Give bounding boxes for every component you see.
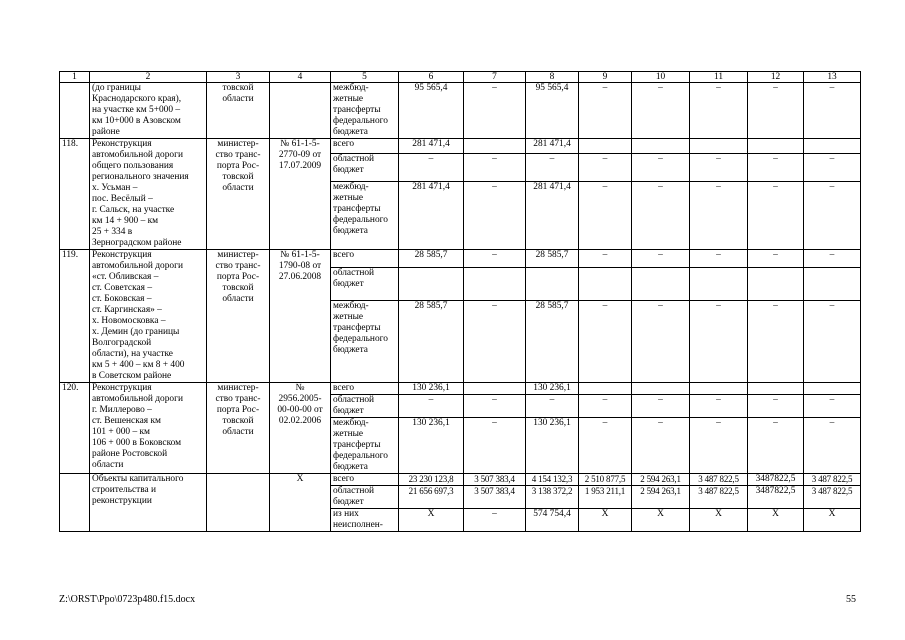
amount-cell: 2 594 263,1 bbox=[632, 486, 690, 509]
table-row bbox=[60, 383, 861, 395]
amount-cell: 3 507 383,4 bbox=[464, 486, 526, 509]
amount-cell bbox=[690, 383, 748, 395]
amount-cell: – bbox=[748, 250, 804, 268]
amount-cell bbox=[748, 139, 804, 154]
amount-cell: – bbox=[632, 301, 690, 383]
amount-cell: 130 236,1 bbox=[526, 383, 579, 395]
column-number: 2 bbox=[90, 72, 207, 83]
amount-cell: – bbox=[748, 181, 804, 249]
object-name: Реконструкция автомобильной дороги г. Миллерово – ст. Вешенская км 101 + 000 – км 106 + 000 в Боковском районе Ростовской области bbox=[90, 383, 207, 474]
amount-cell: 3 507 383,4 bbox=[464, 474, 526, 486]
row-number: 119. bbox=[60, 250, 90, 383]
amount-cell: 281 471,4 bbox=[526, 181, 579, 249]
funding-source: межбюд- жетные трансферты федерального бюджета bbox=[331, 83, 399, 139]
amount-cell: 28 585,7 bbox=[526, 301, 579, 383]
amount-cell bbox=[579, 383, 632, 395]
amount-cell: 3487822,5 bbox=[748, 474, 804, 486]
agency: министер- ство транс- порта Рос- товской области bbox=[207, 250, 270, 383]
amount-cell: – bbox=[399, 153, 464, 181]
amount-cell bbox=[804, 267, 861, 301]
amount-cell: 3 487 822,5 bbox=[690, 486, 748, 509]
amount-cell: – bbox=[804, 181, 861, 249]
amount-cell: – bbox=[748, 301, 804, 383]
amount-cell: Х bbox=[579, 509, 632, 532]
amount-cell: 23 230 123,8 bbox=[399, 474, 464, 486]
amount-cell: 281 471,4 bbox=[526, 139, 579, 154]
amount-cell: 130 236,1 bbox=[399, 383, 464, 395]
amount-cell: – bbox=[748, 418, 804, 474]
funding-source: из них неисполнен- bbox=[331, 509, 399, 532]
amount-cell: – bbox=[579, 301, 632, 383]
amount-cell: 28 585,7 bbox=[399, 301, 464, 383]
amount-cell: – bbox=[748, 153, 804, 181]
object-name: Объекты капитального строительства и реконструкции bbox=[90, 474, 207, 532]
funding-source: областной бюджет bbox=[331, 153, 399, 181]
amount-cell: – bbox=[526, 395, 579, 418]
column-number-row bbox=[60, 72, 861, 83]
amount-cell: – bbox=[690, 181, 748, 249]
funding-source: областной бюджет bbox=[331, 486, 399, 509]
agency: товской области bbox=[207, 83, 270, 139]
funding-source: всего bbox=[331, 474, 399, 486]
funding-source: областной бюджет bbox=[331, 267, 399, 301]
amount-cell bbox=[464, 267, 526, 301]
amount-cell: – bbox=[464, 395, 526, 418]
amount-cell: – bbox=[690, 250, 748, 268]
amount-cell bbox=[464, 139, 526, 154]
document-ref bbox=[270, 83, 331, 139]
amount-cell: – bbox=[748, 395, 804, 418]
amount-cell bbox=[748, 383, 804, 395]
agency: министер- ство транс- порта Рос- товской области bbox=[207, 383, 270, 474]
amount-cell: 281 471,4 bbox=[399, 181, 464, 249]
amount-cell: – bbox=[804, 83, 861, 139]
amount-cell: – bbox=[690, 83, 748, 139]
amount-cell: – bbox=[804, 250, 861, 268]
document-ref: Х bbox=[270, 474, 331, 532]
funding-source: областной бюджет bbox=[331, 395, 399, 418]
table-row bbox=[60, 250, 861, 268]
amount-cell: – bbox=[579, 418, 632, 474]
funding-source: межбюд- жетные трансферты федерального бюджета bbox=[331, 181, 399, 249]
amount-cell: 3487822,5 bbox=[748, 486, 804, 509]
footer-page-number: 55 bbox=[846, 594, 856, 605]
column-number: 8 bbox=[526, 72, 579, 83]
amount-cell: 3 487 822,5 bbox=[804, 486, 861, 509]
amount-cell: – bbox=[748, 83, 804, 139]
document-ref: № 2956.2005- 00-00-00 от 02.02.2006 bbox=[270, 383, 331, 474]
column-number: 5 bbox=[331, 72, 399, 83]
amount-cell: – bbox=[804, 153, 861, 181]
amount-cell: 3 487 822,5 bbox=[804, 474, 861, 486]
amount-cell bbox=[579, 267, 632, 301]
amount-cell: – bbox=[690, 301, 748, 383]
amount-cell bbox=[399, 267, 464, 301]
column-number: 10 bbox=[632, 72, 690, 83]
column-number: 9 bbox=[579, 72, 632, 83]
amount-cell: – bbox=[579, 181, 632, 249]
amount-cell bbox=[804, 383, 861, 395]
amount-cell: – bbox=[464, 181, 526, 249]
amount-cell bbox=[748, 267, 804, 301]
amount-cell: – bbox=[464, 83, 526, 139]
table-row bbox=[60, 83, 861, 139]
amount-cell: – bbox=[579, 250, 632, 268]
amount-cell: – bbox=[464, 153, 526, 181]
amount-cell: – bbox=[464, 418, 526, 474]
amount-cell: 4 154 132,3 bbox=[526, 474, 579, 486]
column-number: 11 bbox=[690, 72, 748, 83]
table-row bbox=[60, 474, 861, 486]
amount-cell: Х bbox=[748, 509, 804, 532]
object-name: Реконструкция автомобильной дороги «ст. Обливская – ст. Советская – ст. Боковская – ст. Каргинская» – х. Новомосковка – х. Демин (до границы Волгоградской области), на участке км 5 + 400 – км 8 + 400 в Советском районе bbox=[90, 250, 207, 383]
amount-cell: – bbox=[632, 83, 690, 139]
amount-cell: 95 565,4 bbox=[399, 83, 464, 139]
amount-cell bbox=[579, 139, 632, 154]
funding-source: всего bbox=[331, 139, 399, 154]
amount-cell: 281 471,4 bbox=[399, 139, 464, 154]
amount-cell: 2 594 263,1 bbox=[632, 474, 690, 486]
amount-cell: – bbox=[579, 83, 632, 139]
amount-cell: 95 565,4 bbox=[526, 83, 579, 139]
object-name: (до границы Краснодарского края), на участке км 5+000 – км 10+000 в Азовском районе bbox=[90, 83, 207, 139]
funding-source: межбюд- жетные трансферты федерального бюджета bbox=[331, 418, 399, 474]
amount-cell: – bbox=[632, 250, 690, 268]
footer-file-path: Z:\ORST\Ppo\0723p480.f15.docx bbox=[59, 594, 196, 605]
amount-cell: 130 236,1 bbox=[526, 418, 579, 474]
amount-cell: – bbox=[632, 153, 690, 181]
table-row bbox=[60, 139, 861, 154]
document-ref: № 61-1-5- 2770-09 от 17.07.2009 bbox=[270, 139, 331, 250]
amount-cell: 28 585,7 bbox=[399, 250, 464, 268]
document-ref: № 61-1-5- 1790-08 от 27.06.2008 bbox=[270, 250, 331, 383]
amount-cell: Х bbox=[804, 509, 861, 532]
amount-cell: Х bbox=[399, 509, 464, 532]
amount-cell: – bbox=[579, 153, 632, 181]
row-number bbox=[60, 83, 90, 139]
amount-cell bbox=[632, 139, 690, 154]
amount-cell: – bbox=[526, 153, 579, 181]
amount-cell: – bbox=[804, 395, 861, 418]
amount-cell: – bbox=[632, 181, 690, 249]
amount-cell: 3 487 822,5 bbox=[690, 474, 748, 486]
amount-cell: – bbox=[579, 395, 632, 418]
amount-cell bbox=[464, 383, 526, 395]
funding-source: всего bbox=[331, 250, 399, 268]
amount-cell bbox=[632, 383, 690, 395]
column-number: 3 bbox=[207, 72, 270, 83]
amount-cell: – bbox=[632, 418, 690, 474]
amount-cell bbox=[690, 267, 748, 301]
amount-cell: – bbox=[464, 509, 526, 532]
column-number: 13 bbox=[804, 72, 861, 83]
amount-cell: – bbox=[690, 153, 748, 181]
agency bbox=[207, 474, 270, 532]
amount-cell: – bbox=[690, 395, 748, 418]
column-number: 7 bbox=[464, 72, 526, 83]
amount-cell bbox=[632, 267, 690, 301]
column-number: 4 bbox=[270, 72, 331, 83]
column-number: 1 bbox=[60, 72, 90, 83]
amount-cell: – bbox=[399, 395, 464, 418]
amount-cell bbox=[690, 139, 748, 154]
row-number: 118. bbox=[60, 139, 90, 250]
amount-cell: – bbox=[690, 418, 748, 474]
amount-cell: – bbox=[464, 301, 526, 383]
row-number: 120. bbox=[60, 383, 90, 474]
amount-cell: 574 754,4 bbox=[526, 509, 579, 532]
amount-cell: Х bbox=[632, 509, 690, 532]
amount-cell bbox=[526, 267, 579, 301]
funding-source: межбюд- жетные трансферты федерального бюджета bbox=[331, 301, 399, 383]
amount-cell: 2 510 877,5 bbox=[579, 474, 632, 486]
funding-source: всего bbox=[331, 383, 399, 395]
amount-cell: Х bbox=[690, 509, 748, 532]
amount-cell: 1 953 211,1 bbox=[579, 486, 632, 509]
agency: министер- ство транс- порта Рос- товской области bbox=[207, 139, 270, 250]
row-number bbox=[60, 474, 90, 532]
amount-cell: 130 236,1 bbox=[399, 418, 464, 474]
amount-cell: – bbox=[804, 301, 861, 383]
amount-cell: 3 138 372,2 bbox=[526, 486, 579, 509]
amount-cell: – bbox=[804, 418, 861, 474]
amount-cell: – bbox=[632, 395, 690, 418]
amount-cell: – bbox=[464, 250, 526, 268]
column-number: 6 bbox=[399, 72, 464, 83]
amount-cell: 28 585,7 bbox=[526, 250, 579, 268]
column-number: 12 bbox=[748, 72, 804, 83]
budget-table bbox=[59, 71, 861, 532]
amount-cell bbox=[804, 139, 861, 154]
object-name: Реконструкция автомобильной дороги общего пользования регионального значения х. Усьман – пос. Весёлый – г. Сальск, на участке км 14 + 900 – км 25 + 334 в Зерноградском районе bbox=[90, 139, 207, 250]
amount-cell: 21 656 697,3 bbox=[399, 486, 464, 509]
